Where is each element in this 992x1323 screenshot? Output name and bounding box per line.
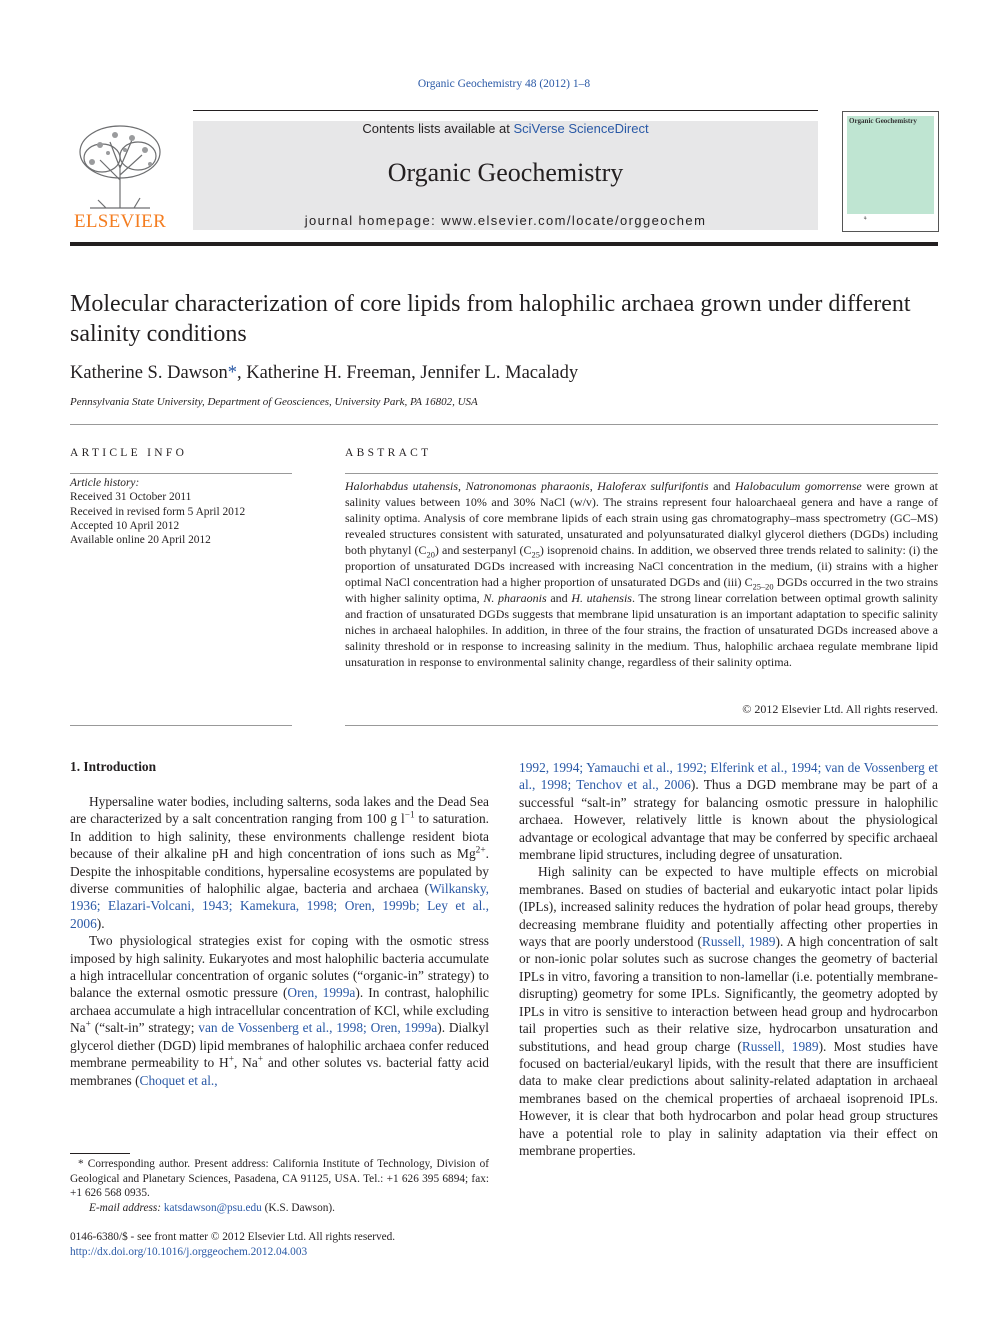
homepage-line: journal homepage: www.elsevier.com/locate/orggeochem <box>304 213 707 228</box>
abstract-rule <box>345 473 938 474</box>
corresponding-author-mark[interactable]: * <box>227 363 237 383</box>
intro-column-left: Hypersaline water bodies, including salterns, soda lakes and the Dead Sea are characterized by a salt concentration ranging from 100 g $l^{-1}$ to saturation. In addition to high salinity, these environments challenge resident biota because of their alkaline pH and high concentration of ions such as $Mg^{2+}$. Despite the inhospitable conditions, hypersaline ecosystems are populated by diverse communities of halophilic algae, bacteria and archaea (Wilkansky, 1936; Elazari-Volcani, 1943; Kamekura, 1998; Oren, 1999b; Ley et al., 2006). Two physiological strategies exist for coping with the osmotic stress imposed by high salinity. Eukaryotes and most halophilic bacteria accumulate a high intracellular concentration of organic solutes (“organic-in” strategy) to balance the external osmotic pressure (Oren, 1999a). In contrast, halophilic archaea accumulate a high intracellular concentration of KCl, while excluding Na+ (“salt-in” strategy; van de Vossenberg et al., 1998; Oren, 1999a). Dialkyl glycerol diether (DGD) lipid membranes of halophilic archaea confer reduced membrane permeability to H+, Na+ and other solutes vs. bacterial fatty acid membranes (Choquet et al., <box>70 794 490 1088</box>
copyright-line: © 2012 Elsevier Ltd. All rights reserved. <box>742 702 938 716</box>
article-info-heading: ARTICLE INFO <box>70 447 188 459</box>
abstract-text: Halorhabdus utahensis, Natronomonas pharaonis, Haloferax sulfurifontis and Halobaculum gomorrense were grown at salinity values between 10% and 30% NaCl (w/v). The strains represent four haloarchaeal genera and have a range of salinity optima. Analysis of core membrane lipids of each strain using gas chromatography–mass spectrometry (GC–MS) revealed structures consistent with saturated, unsaturated and polyunsaturated dialkyl glycerol diethers (DGDs) including both phytanyl $(C_{20})$ and sesterpanyl $(C_{25})$ isoprenoid chains. In addition, we observed three trends related to salinity: (i) the proportion of unsaturated DGDs increased with increasing NaCl concentration in the medium, (ii) strains with a higher optimal NaCl concentration had a higher proportion of unsaturated DGDs and (iii) $C_{25-20}$ DGDs occurred in the two strains with higher salinity optima, N. pharaonis and H. utahensis. The strong linear correlation between optimal growth salinity and fraction of unsaturated DGDs suggests that membrane lipid unsaturation is an important adaptation to specific salinity niches in archaeal halophiles. In addition, in three of the four strains, the fraction of unsaturated DGDs increased above a salinity threshold or in response to increasing salinity in the medium. Thus, halophilic archaea regulate membrane lipid unsaturation in response to environmental salinity change, regardless of their salinity optima. <box>345 479 939 669</box>
other-authors: , Katherine H. Freeman, Jennifer L. Macalady <box>236 363 579 383</box>
article-history <box>70 476 292 547</box>
article-info-bottom-rule <box>70 725 292 726</box>
history-label: Article history: <box>70 477 140 489</box>
header-thick-rule <box>70 242 938 246</box>
journal-banner <box>193 121 818 230</box>
title-rule <box>70 424 938 425</box>
intro-column-right: 1992, 1994; Yamauchi et al., 1992; Elferink et al., 1994; van de Vossenberg et al., 1998; Tenchov et al., 2006). Thus a DGD membrane may be part of a successful “salt-in” strategy for balancing osmotic pressure in halophilic archaea. However, relatively little is known about the physiological advantage or ecological advantage that may be conferred by specific archaeal membrane lipid structures, including degree of unsaturation. High salinity can be expected to have multiple effects on microbial membranes. Based on studies of bacterial and eukaryotic intact polar lipids (IPLs), increased salinity reduces the hydration of polar head groups, thereby decreasing membrane fluidity and potentially affecting other properties in ways that are poorly understood (Russell, 1989). A high concentration of salt or non-ionic polar solutes such as sucrose changes the geometry of bacterial IPLs in vitro, favoring a transition to non-lamellar (i.e. potentially membrane-disrupting) geometry for some IPLs. Significantly, the geometry adopted by IPLs in vitro is sensitive to interaction between head group and hydrocarbon tail properties such as their relative size, hydrocarbon unsaturation and substitutions, and head group charge (Russell, 1989). Most studies have focused on bacterial/eukaryl lipids, with the result that there are insufficient data to make clear predictions about salinity-related adaptation in archaeal membranes based on the chemical properties of archaeal isoprenoid IPLs. However, it is clear that both hydrocarbon and polar head group structures have a potential role to play in salinity adaptation via their effect on membrane properties. <box>519 760 938 1158</box>
author-dawson[interactable]: Katherine S. Dawson <box>70 363 228 383</box>
footnote-corresponding: * Corresponding author. Present address: California Institute of Technology, Division of Geological and Planetary Sciences, Pasadena, CA 91125, USA. Tel.: +1 626 395 6894; fax: +1 626 568 0935. E-mail address: katsdawson@psu.edu (K.S. Dawson). <box>70 1158 489 1214</box>
header-rule <box>193 110 818 111</box>
homepage-link[interactable]: www.elsevier.com/locate/orggeochem <box>441 213 707 228</box>
author-list <box>70 363 578 384</box>
history-online: Available online 20 April 2012 <box>70 534 211 547</box>
article-info-rule <box>70 473 292 474</box>
doi-link[interactable]: http://dx.doi.org/10.1016/j.orggeochem.2012.04.003 <box>70 1246 308 1258</box>
abstract-bottom-rule <box>345 725 938 726</box>
affiliation: Pennsylvania State University, Department of Geosciences, University Park, PA 16802, USA <box>70 396 478 408</box>
history-accepted: Accepted 10 April 2012 <box>70 519 180 532</box>
contents-line: Contents lists available at SciVerse ScienceDirect <box>362 121 649 136</box>
cover-footer-mark: ⚘ <box>863 217 868 222</box>
footnote-rule <box>70 1153 130 1154</box>
journal-citation[interactable]: Organic Geochemistry 48 (2012) 1–8 <box>417 78 591 90</box>
history-received: Received 31 October 2011 <box>70 491 192 504</box>
section-heading-introduction: 1. Introduction <box>70 759 157 774</box>
journal-cover-thumbnail <box>842 111 939 232</box>
abstract-heading: ABSTRACT <box>345 447 432 459</box>
issn-line: 0146-6380/$ - see front matter © 2012 Elsevier Ltd. All rights reserved. <box>70 1231 396 1243</box>
article-title: Molecular characterization of core lipids from halophilic archaea grown under different salinity conditions <box>70 291 911 347</box>
history-revised: Received in revised form 5 April 2012 <box>70 505 246 518</box>
cover-title: Organic Geochemistry <box>849 117 917 125</box>
sciencedirect-link[interactable]: SciVerse ScienceDirect <box>513 121 649 136</box>
journal-name: Organic Geochemistry <box>387 158 624 187</box>
email-link[interactable]: katsdawson@psu.edu <box>163 1201 262 1214</box>
elsevier-wordmark: ELSEVIER <box>73 211 167 232</box>
